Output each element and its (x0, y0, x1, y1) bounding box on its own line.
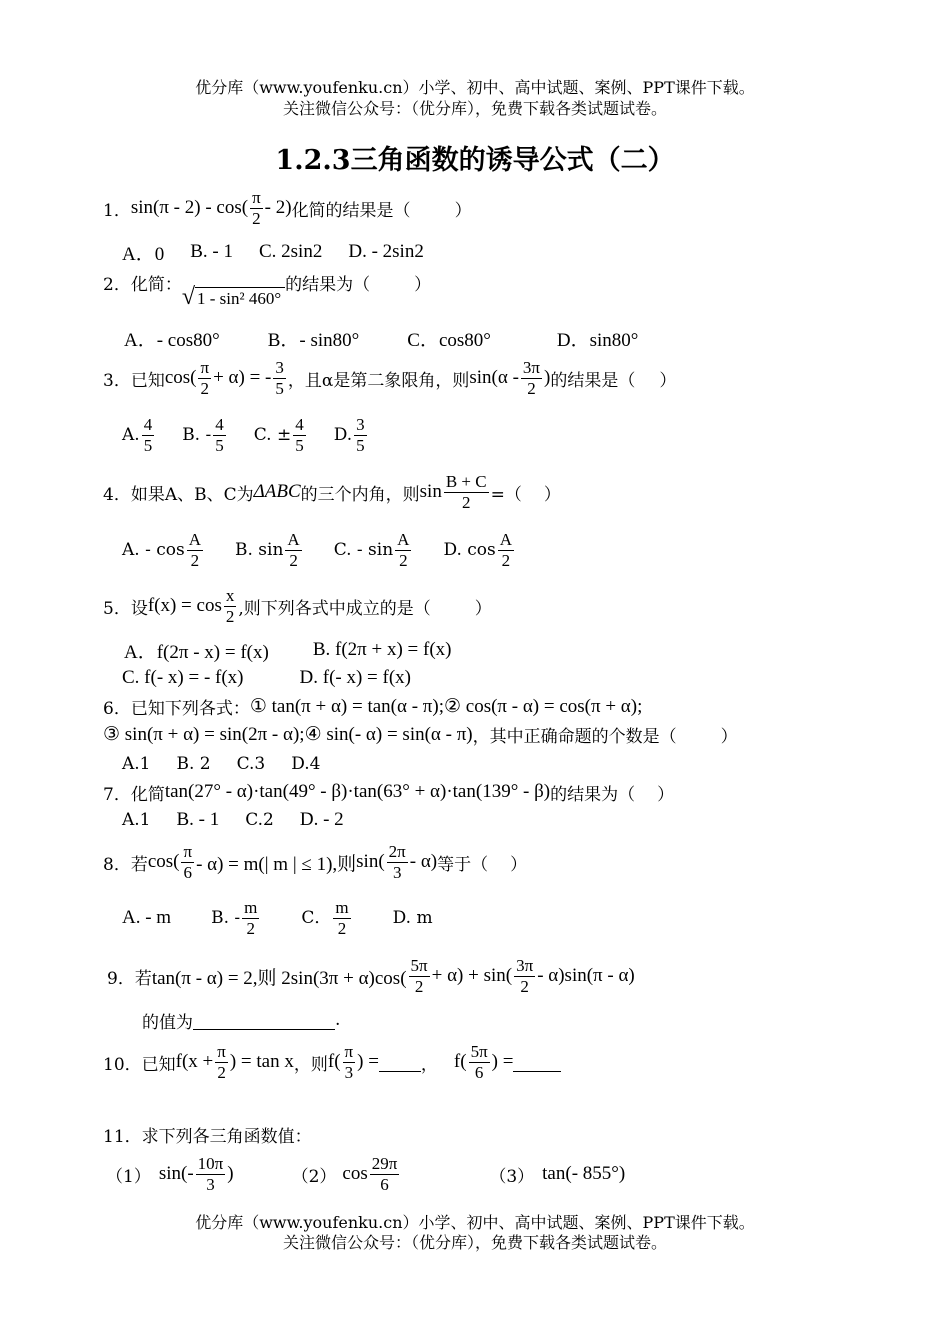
question-6: 6． 已知下列各式： ① tan(π + α) = tan(α - π);② cos(π - α) = cos(π + α); (103, 695, 643, 719)
answer-blank-2[interactable] (513, 1053, 561, 1072)
fraction: 29π 6 (371, 1153, 398, 1194)
question-4: 4． 如果A、B、C为 ΔABC 的三个内角，则 sin $\frac{B + C}{2}$ =（ ） (103, 471, 561, 512)
question-11-parts: （1） sin(- 10π 3 ) （2） cos 29π 6 （3） tan(- 855°) (106, 1153, 626, 1194)
option-b[interactable]: B. - $\frac{4}{5}$ (182, 414, 224, 455)
fraction: 3π 2 (516, 955, 534, 996)
question-8-options (122, 898, 433, 938)
question-10: 10． 已知 f(x + $\frac{\pi}{2}$ ) = tan x ，则 f( π 3 ) = ， f( 5π 6 ) = (103, 1042, 561, 1082)
question-3-options (122, 415, 395, 455)
fraction: 2π 3 (388, 841, 406, 882)
square-root: √ 1 - sin² 460° (182, 285, 285, 309)
question-2-options (124, 318, 638, 358)
option-d[interactable]: D. f(- x) = f(x) (299, 667, 411, 688)
option-d[interactable]: D. m (392, 908, 433, 928)
option-b[interactable]: B. 2 (176, 754, 211, 774)
option-c[interactable]: C. ± $\frac{4}{5}$ (253, 414, 304, 455)
option-a[interactable]: A．- cos80° (124, 329, 220, 351)
question-5: 5． 设 f(x) = cos x 2 ,则下列各式中成立的是（ ） (103, 585, 492, 626)
fraction: π 6 (183, 841, 193, 882)
option-c[interactable]: C.2 (245, 810, 274, 830)
option-c[interactable]: C. f(- x) = - f(x) (122, 667, 244, 688)
option-b[interactable]: B. - 1 (190, 241, 233, 262)
option-c[interactable]: C． $\frac{m}{2}$ (301, 897, 349, 938)
fraction: π 2 (200, 357, 210, 398)
option-b[interactable]: B. - 1 (176, 809, 220, 830)
option-d[interactable]: D．sin80° (556, 329, 639, 351)
question-4-options (122, 530, 516, 570)
option-b[interactable]: B．- sin80° (267, 329, 360, 351)
question-11: 11． 求下列各三角函数值： (103, 1126, 312, 1147)
option-d[interactable]: D. - 2 (299, 809, 344, 830)
option-b[interactable]: B. sin $\frac{A}{2}$ (235, 529, 300, 570)
fraction: 10π 3 (197, 1153, 224, 1194)
fraction: π 2 (252, 187, 261, 228)
option-a[interactable]: A．f(2π - x) = f(x) (124, 641, 269, 663)
fraction: 3 5 (275, 357, 284, 398)
option-a[interactable]: A. - cos $\frac{A}{2}$ (122, 529, 201, 570)
option-c[interactable]: C. - sin $\frac{A}{2}$ (333, 529, 410, 570)
question-9: 9． 若 tan(π - α) = 2,则 2sin(3π + α)cos( 5π 2 + α) + sin( 3π 2 - α)sin(π - α) (107, 955, 635, 996)
fraction: 5π 2 (410, 955, 428, 996)
fraction: π 3 (344, 1041, 354, 1082)
option-d[interactable]: D. - 2sin2 (348, 241, 424, 262)
fraction: $\frac{B + C}{2}$ (445, 471, 487, 512)
fraction: 5π 6 (470, 1041, 488, 1082)
question-3: 3． 已知 cos( π 2 + α) = - 3 5 ，且α是第二象限角，则 sin(α - 3π 2 ) 的结果是（ ） (103, 357, 677, 398)
option-d[interactable]: D.4 (291, 754, 321, 774)
option-c[interactable]: C．cos80° (407, 329, 491, 351)
option-b[interactable]: B. f(2π + x) = f(x) (312, 639, 452, 660)
page-title: 1.2.3三角函数的诱导公式（二） (275, 145, 675, 176)
option-c[interactable]: C. 2sin2 (258, 241, 323, 262)
header-line-2: 关注微信公众号：（优分库），免费下载各类试题试卷。 (282, 99, 667, 118)
answer-blank-1[interactable] (379, 1053, 421, 1072)
question-8: 8． 若 cos( π 6 - α) = m(| m | ≤ 1),则 sin( 2π 3 - α) 等于（ ） (103, 841, 528, 882)
option-a[interactable]: A. - m (122, 907, 172, 928)
answer-blank[interactable] (193, 1011, 335, 1030)
question-9-line-2: 的值为 . (142, 1010, 341, 1033)
option-d[interactable]: D. cos $\frac{A}{2}$ (443, 529, 513, 570)
question-6-line-2: ③ sin(π + α) = sin(2π - α);④ sin(- α) = sin(α - π) ，其中正确命题的个数是（ ） (103, 723, 738, 747)
header-line-1: 优分库（www.youfenku.cn）小学、初中、高中试题、案例、PPT课件下载。 (195, 78, 755, 97)
option-b[interactable]: B. - $\frac{m}{2}$ (211, 897, 258, 938)
fraction: $\frac{\pi}{2}$ (217, 1041, 226, 1082)
option-a[interactable]: A.1 (122, 810, 151, 830)
option-a[interactable]: A. $\frac{4}{5}$ (122, 414, 153, 455)
fraction: x 2 (225, 585, 235, 626)
question-2: 2． 化简： √ 1 - sin² 460° 的结果为（ ） (103, 274, 432, 310)
footer-line-2: 关注微信公众号：（优分库），免费下载各类试题试卷。 (282, 1233, 667, 1252)
question-1: 1． sin(π - 2) - cos( π 2 - 2) 化简的结果是（ ） (103, 187, 472, 228)
option-c[interactable]: C.3 (236, 754, 266, 774)
question-7: 7． 化简 tan(27° - α)·tan(49° - β)·tan(63° + α)·tan(139° - β) 的结果为（ ） (103, 781, 675, 805)
option-a[interactable]: A.1 (122, 754, 151, 774)
option-d[interactable]: D. $\frac{3}{5}$ (333, 414, 365, 455)
footer-line-1: 优分库（www.youfenku.cn）小学、初中、高中试题、案例、PPT课件下载。 (195, 1213, 755, 1232)
question-7-options (122, 800, 370, 840)
fraction: 3π 2 (522, 357, 540, 398)
option-a[interactable]: A．0 (122, 243, 165, 265)
